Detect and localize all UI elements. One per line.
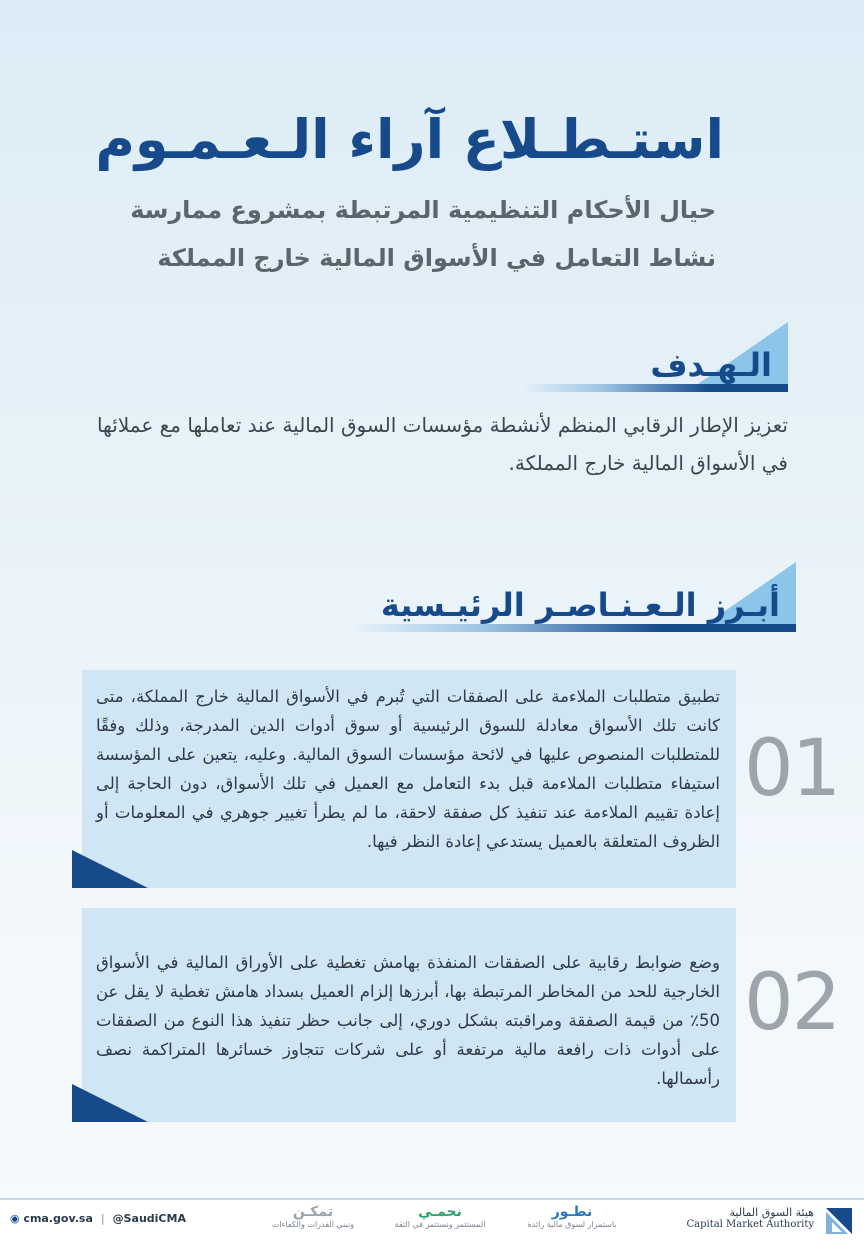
elements-heading: أبـرز الـعـنـاصـر الرئيـسية bbox=[380, 586, 780, 624]
slogan-title: نطـور bbox=[551, 1204, 593, 1220]
goal-text: تعزيز الإطار الرقابي المنظم لأنشطة مؤسسات السوق المالية عند تعاملها مع عملائها في الأسواق المالية خارج المملكة. bbox=[96, 413, 788, 475]
heading-underline bbox=[350, 624, 796, 632]
heading-underline bbox=[524, 384, 788, 392]
card-corner-decoration bbox=[72, 850, 148, 888]
slogan-title: تمكـن bbox=[292, 1204, 334, 1220]
element-card-2 bbox=[82, 908, 736, 1122]
brand-text bbox=[686, 1206, 814, 1230]
slogan-enable bbox=[258, 1204, 368, 1229]
cma-logo-icon bbox=[824, 1206, 854, 1236]
brand-name-arabic: هيئة السوق المالية bbox=[729, 1206, 814, 1219]
element-number-2: 02 bbox=[744, 958, 840, 1048]
page-subtitle-line2: نشاط التعامل في الأسواق المالية خارج المملكة bbox=[157, 244, 716, 272]
globe-icon: ◉ bbox=[10, 1212, 20, 1225]
social-handle-link[interactable]: @SaudiCMA bbox=[112, 1212, 186, 1225]
element-text-2: وضع ضوابط رقابية على الصفقات المنفذة بهامش تغطية على الأوراق المالية في الأسواق الخارجية للحد من المخاطر المرتبطة بها، أبرزها إلزام العميل بسداد هامش تغطية لا يقل عن 50٪ من قيمة الصفقة ومراقبته بشكل دوري، إلى جانب حظر تنفيذ هذا النوع من الصفقات على أدوات ذات رافعة مالية مرتفعة أو على شركات تتجاوز خسائرها المتراكمة نصف رأسمالها. bbox=[96, 953, 720, 1088]
brand-name-english: Capital Market Authority bbox=[686, 1219, 814, 1230]
element-card-1 bbox=[82, 670, 736, 888]
footer bbox=[0, 1198, 864, 1248]
goal-heading-block bbox=[524, 322, 788, 392]
website-link[interactable]: cma.gov.sa bbox=[23, 1212, 93, 1225]
slogan-caption: المستثمر ونستثمر في الثقة bbox=[394, 1220, 486, 1229]
card-corner-decoration bbox=[72, 1084, 148, 1122]
footer-contact bbox=[10, 1212, 186, 1225]
page-title: استـطـلاع آراء الـعـمـوم bbox=[95, 108, 724, 171]
slogan-title: نحمـي bbox=[418, 1204, 462, 1220]
slogan-caption: باستمرار لسوق مالية رائدة bbox=[527, 1220, 617, 1229]
page-subtitle-line1: حيال الأحكام التنظيمية المرتبطة بمشروع ممارسة bbox=[130, 196, 716, 224]
elements-heading-block bbox=[350, 562, 796, 632]
divider: | bbox=[100, 1212, 105, 1225]
slogan-protect bbox=[380, 1204, 500, 1229]
goal-heading: الـهـدف bbox=[650, 346, 772, 384]
slogan-caption: ونبني القدرات والكفاءات bbox=[271, 1220, 355, 1229]
element-text-1: تطبيق متطلبات الملاءمة على الصفقات التي تُبرم في الأسواق المالية خارج المملكة، متى كانت تلك الأسواق معادلة للسوق الرئيسية أو سوق أدوات الدين المدرجة، وذلك وفقًا للمتطلبات المنصوص عليها في لائحة مؤسسات السوق المالية. وعليه، يتعين على المؤسسة استيفاء متطلبات الملاءمة قبل بدء التعامل مع العميل في تلك الأسواق، دون الحاجة إلى إعادة تقييم الملاءمة عند تنفيذ كل صفقة لاحقة، ما لم يطرأ تغيير جوهري في المعلومات أو الظروف المتعلقة بالعميل يستدعي إعادة النظر فيها. bbox=[96, 687, 720, 851]
element-number-1: 01 bbox=[744, 724, 840, 814]
slogan-develop bbox=[512, 1204, 632, 1229]
